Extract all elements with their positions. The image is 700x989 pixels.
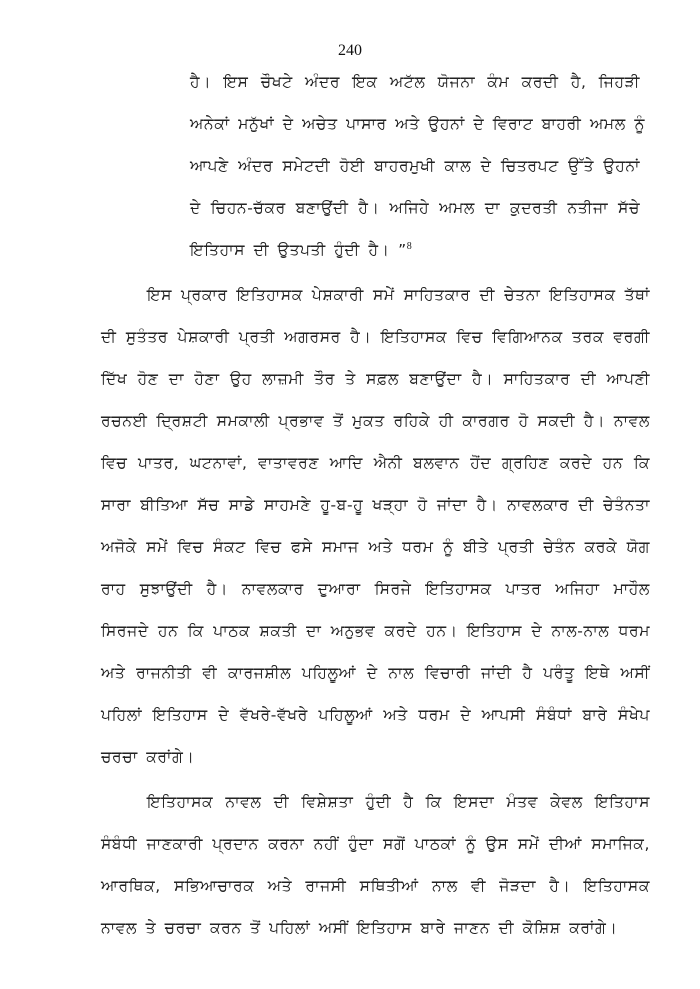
quote-line-text: ਇਤਿਹਾਸ ਦੀ ਉਤਪਤੀ ਹੁੰਦੀ ਹੈ। ” — [190, 241, 407, 259]
paragraph-line: ਇਤਿਹਾਸਕ ਨਾਵਲ ਦੀ ਵਿਸ਼ੇਸ਼ਤਾ ਹੁੰਦੀ ਹੈ ਕਿ ਇਸਦਾ ਮੰਤਵ ਕੇਵਲ ਇਤਿਹਾਸ — [147, 793, 650, 811]
paragraph-line: ਸੰਬੰਧੀ ਜਾਣਕਾਰੀ ਪ੍ਰਦਾਨ ਕਰਨਾ ਨਹੀਂ ਹੁੰਦਾ ਸਗੋਂ ਪਾਠਕਾਂ ਨੂੰ ਉਸ ਸਮੇਂ ਦੀਆਂ ਸਮਾਜਿਕ, — [101, 835, 650, 853]
paragraph-line: ਸਿਰਜਦੇ ਹਨ ਕਿ ਪਾਠਕ ਸ਼ਕਤੀ ਦਾ ਅਨੁਭਵ ਕਰਦੇ ਹਨ। ਇਤਿਹਾਸ ਦੇ ਨਾਲ-ਨਾਲ ਧਰਮ — [101, 622, 650, 640]
quote-line-last — [190, 240, 412, 260]
paragraph-line: ਪਹਿਲਾਂ ਇਤਿਹਾਸ ਦੇ ਵੱਖਰੇ-ਵੱਖਰੇ ਪਹਿਲੂਆਂ ਅਤੇ ਧਰਮ ਦੇ ਆਪਸੀ ਸੰਬੰਧਾਂ ਬਾਰੇ ਸੰਖੇਪ — [101, 706, 650, 724]
quote-line: ਦੇ ਚਿਹਨ-ਚੱਕਰ ਬਣਾਉਂਦੀ ਹੈ। ਅਜਿਹੇ ਅਮਲ ਦਾ ਕੁਦਰਤੀ ਨਤੀਜਾ ਸੱਚੇ — [190, 199, 640, 217]
quote-line: ਆਪਣੇ ਅੰਦਰ ਸਮੇਟਦੀ ਹੋਈ ਬਾਹਰਮੁਖੀ ਕਾਲ ਦੇ ਚਿਤਰਪਟ ਉੱਤੇ ਉਹਨਾਂ — [190, 157, 640, 175]
paragraph-line: ਇਸ ਪ੍ਰਕਾਰ ਇਤਿਹਾਸਕ ਪੇਸ਼ਕਾਰੀ ਸਮੇਂ ਸਾਹਿਤਕਾਰ ਦੀ ਚੇਤਨਾ ਇਤਿਹਾਸਕ ਤੱਥਾਂ — [147, 286, 650, 304]
paragraph-line: ਵਿਚ ਪਾਤਰ, ਘਟਨਾਵਾਂ, ਵਾਤਾਵਰਣ ਆਦਿ ਐਨੀ ਬਲਵਾਨ ਹੋਂਦ ਗ੍ਰਹਿਣ ਕਰਦੇ ਹਨ ਕਿ — [101, 454, 650, 472]
paragraph-line: ਚਰਚਾ ਕਰਾਂਗੇ। — [101, 748, 195, 766]
paragraph-line: ਰਚਨਈ ਦ੍ਰਿਸ਼ਟੀ ਸਮਕਾਲੀ ਪ੍ਰਭਾਵ ਤੋਂ ਮੁਕਤ ਰਹਿਕੇ ਹੀ ਕਾਰਗਰ ਹੋ ਸਕਦੀ ਹੈ। ਨਾਵਲ — [101, 412, 650, 430]
paragraph-line: ਅਤੇ ਰਾਜਨੀਤੀ ਵੀ ਕਾਰਜਸ਼ੀਲ ਪਹਿਲੂਆਂ ਦੇ ਨਾਲ ਵਿਚਾਰੀ ਜਾਂਦੀ ਹੈ ਪਰੰਤੂ ਇਥੇ ਅਸੀਂ — [101, 664, 650, 682]
paragraph-line: ਰਾਹ ਸੁਝਾਉਂਦੀ ਹੈ। ਨਾਵਲਕਾਰ ਦੁਆਰਾ ਸਿਰਜੇ ਇਤਿਹਾਸਕ ਪਾਤਰ ਅਜਿਹਾ ਮਾਹੌਲ — [101, 580, 650, 598]
paragraph-line: ਸਾਰਾ ਬੀਤਿਆ ਸੱਚ ਸਾਡੇ ਸਾਹਮਣੇ ਹੂ-ਬ-ਹੂ ਖੜ੍ਹਾ ਹੋ ਜਾਂਦਾ ਹੈ। ਨਾਵਲਕਾਰ ਦੀ ਚੇਤੰਨਤਾ — [101, 496, 650, 514]
quote-line: ਹੈ। ਇਸ ਚੌਖਟੇ ਅੰਦਰ ਇਕ ਅਟੱਲ ਯੋਜਨਾ ਕੰਮ ਕਰਦੀ ਹੈ, ਜਿਹੜੀ — [190, 73, 640, 91]
paragraph-line: ਦਿੱਖ ਹੋਣ ਦਾ ਹੋਣਾ ਉਹ ਲਾਜ਼ਮੀ ਤੌਰ ਤੇ ਸਫ਼ਲ ਬਣਾਉਂਦਾ ਹੈ। ਸਾਹਿਤਕਾਰ ਦੀ ਆਪਣੀ — [101, 370, 650, 388]
page-number: 240 — [338, 42, 362, 59]
paragraph-line: ਅਜੋਕੇ ਸਮੇਂ ਵਿਚ ਸੰਕਟ ਵਿਚ ਫਸੇ ਸਮਾਜ ਅਤੇ ਧਰਮ ਨੂੰ ਬੀਤੇ ਪ੍ਰਤੀ ਚੇਤੰਨ ਕਰਕੇ ਯੋਗ — [101, 538, 650, 556]
quote-line: ਅਨੇਕਾਂ ਮਨੁੱਖਾਂ ਦੇ ਅਚੇਤ ਪਾਸਾਰ ਅਤੇ ਉਹਨਾਂ ਦੇ ਵਿਰਾਟ ਬਾਹਰੀ ਅਮਲ ਨੂੰ — [190, 115, 645, 133]
paragraph-line: ਆਰਥਿਕ, ਸਭਿਆਚਾਰਕ ਅਤੇ ਰਾਜਸੀ ਸਥਿਤੀਆਂ ਨਾਲ ਵੀ ਜੋੜਦਾ ਹੈ। ਇਤਿਹਾਸਕ — [101, 877, 650, 895]
footnote-marker: 8 — [406, 240, 413, 252]
paragraph-line: ਦੀ ਸੁਤੰਤਰ ਪੇਸ਼ਕਾਰੀ ਪ੍ਰਤੀ ਅਗਰਸਰ ਹੈ। ਇਤਿਹਾਸਕ ਵਿਚ ਵਿਗਿਆਨਕ ਤਰਕ ਵਰਗੀ — [101, 328, 650, 346]
paragraph-line: ਨਾਵਲ ਤੇ ਚਰਚਾ ਕਰਨ ਤੋਂ ਪਹਿਲਾਂ ਅਸੀਂ ਇਤਿਹਾਸ ਬਾਰੇ ਜਾਣਨ ਦੀ ਕੋਸ਼ਿਸ਼ ਕਰਾਂਗੇ। — [101, 919, 618, 937]
